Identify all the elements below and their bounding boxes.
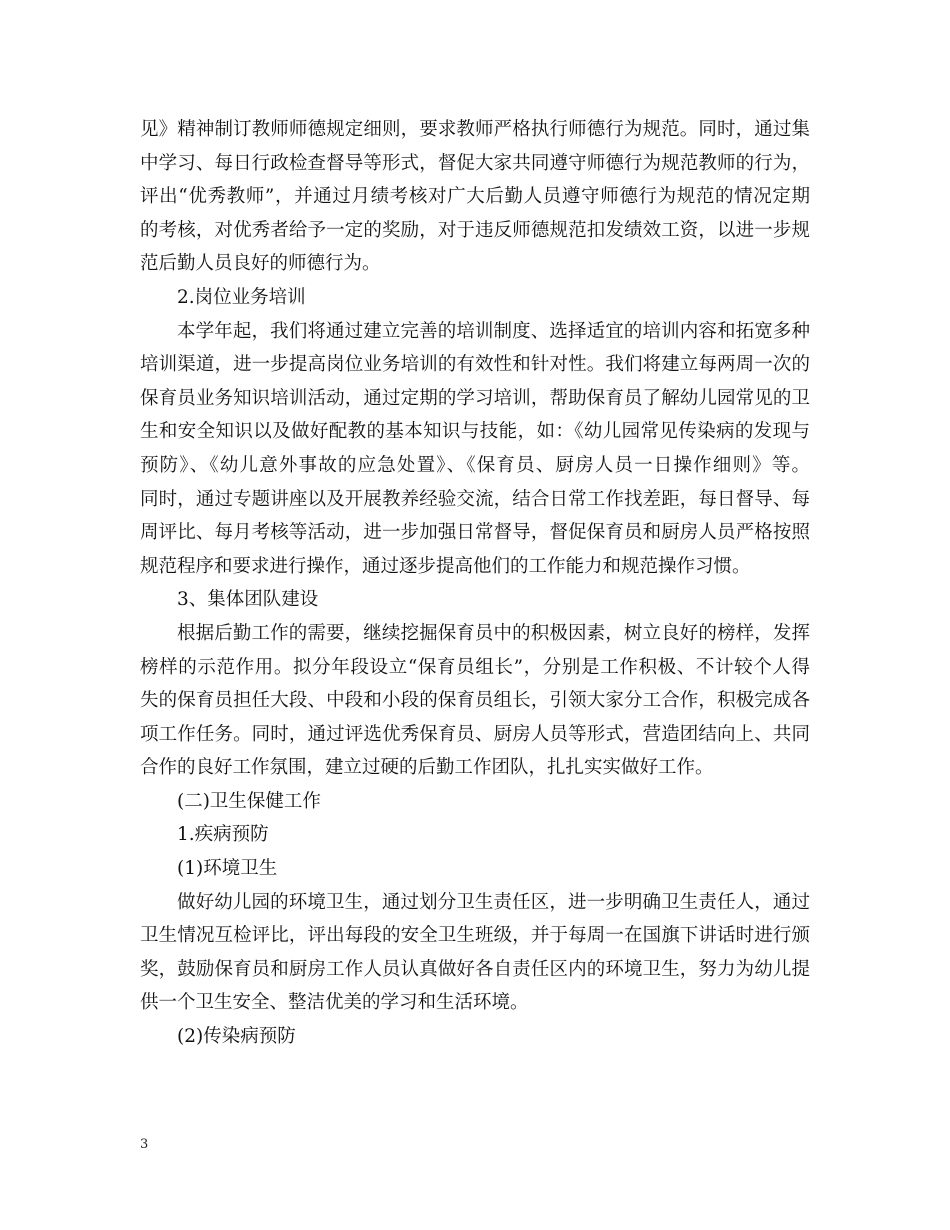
page-number: 3 bbox=[140, 1137, 149, 1152]
text-line: 根据后勤工作的需要，继续挖掘保育员中的积极因素，树立良好的榜样，发挥 bbox=[177, 622, 810, 644]
text-line: 做好幼儿园的环境卫生，通过划分卫生责任区，进一步明确卫生责任人，通过 bbox=[177, 891, 810, 913]
text-line: 同时，通过专题讲座以及开展教养经验交流，结合日常工作找差距，每日督导、每 bbox=[140, 488, 810, 510]
document-body bbox=[140, 113, 810, 1054]
text-line: 奖，鼓励保育员和厨房工作人员认真做好各自责任区内的环境卫生，努力为幼儿提 bbox=[140, 958, 810, 980]
text-line: 供一个卫生安全、整洁优美的学习和生活环境。 bbox=[140, 992, 529, 1014]
text-line: 生和安全知识以及做好配教的基本知识与技能，如：《幼儿园常见传染病的发现与 bbox=[140, 421, 810, 443]
text-line: 榜样的示范作用。拟分年段设立“保育员组长”，分别是工作积极、不计较个人得 bbox=[140, 656, 810, 678]
text-line: 项工作任务。同时，通过评选优秀保育员、厨房人员等形式，营造团结向上、共同 bbox=[140, 723, 810, 745]
text-line: 规范程序和要求进行操作，通过逐步提高他们的工作能力和规范操作习惯。 bbox=[140, 555, 751, 577]
text-line: 评出“优秀教师”，并通过月绩考核对广大后勤人员遵守师德行为规范的情况定期 bbox=[140, 186, 810, 208]
section-heading: 2.岗位业务培训 bbox=[177, 286, 306, 308]
text-line: 见》精神制订教师师德规定细则，要求教师严格执行师德行为规范。同时，通过集 bbox=[140, 119, 810, 140]
text-line: 中学习、每日行政检查督导等形式，督促大家共同遵守师德行为规范教师的行为， bbox=[140, 152, 810, 174]
text-line: 合作的良好工作氛围，建立过硬的后勤工作团队，扎扎实实做好工作。 bbox=[140, 757, 714, 779]
text-line: 培训渠道，进一步提高岗位业务培训的有效性和针对性。我们将建立每两周一次的 bbox=[140, 354, 810, 376]
section-heading: (1)环境卫生 bbox=[177, 858, 278, 880]
text-line: 预防》、《幼儿意外事故的应急处置》、《保育员、厨房人员一日操作细则》等。 bbox=[140, 454, 810, 476]
section-heading: 1.疾病预防 bbox=[177, 824, 269, 846]
text-line: 本学年起，我们将通过建立完善的培训制度、选择适宜的培训内容和拓宽多种 bbox=[177, 320, 810, 342]
section-heading: 3、集体团队建设 bbox=[177, 589, 319, 611]
text-line: 的考核，对优秀者给予一定的奖励，对于违反师德规范扣发绩效工资，以进一步规 bbox=[140, 219, 810, 241]
text-line: 周评比、每月考核等活动，进一步加强日常督导，督促保育员和厨房人员严格按照 bbox=[140, 522, 810, 544]
section-heading: (2)传染病预防 bbox=[177, 1026, 296, 1048]
text-line: 卫生情况互检评比，评出每段的安全卫生班级，并于每周一在国旗下讲话时进行颁 bbox=[140, 925, 810, 947]
text-line: 保育员业务知识培训活动，通过定期的学习培训，帮助保育员了解幼儿园常见的卫 bbox=[140, 387, 810, 409]
section-heading: (二)卫生保健工作 bbox=[177, 790, 321, 812]
text-line: 失的保育员担任大段、中段和小段的保育员组长，引领大家分工合作，积极完成各 bbox=[140, 690, 810, 712]
text-line: 范后勤人员良好的师德行为。 bbox=[140, 253, 381, 275]
